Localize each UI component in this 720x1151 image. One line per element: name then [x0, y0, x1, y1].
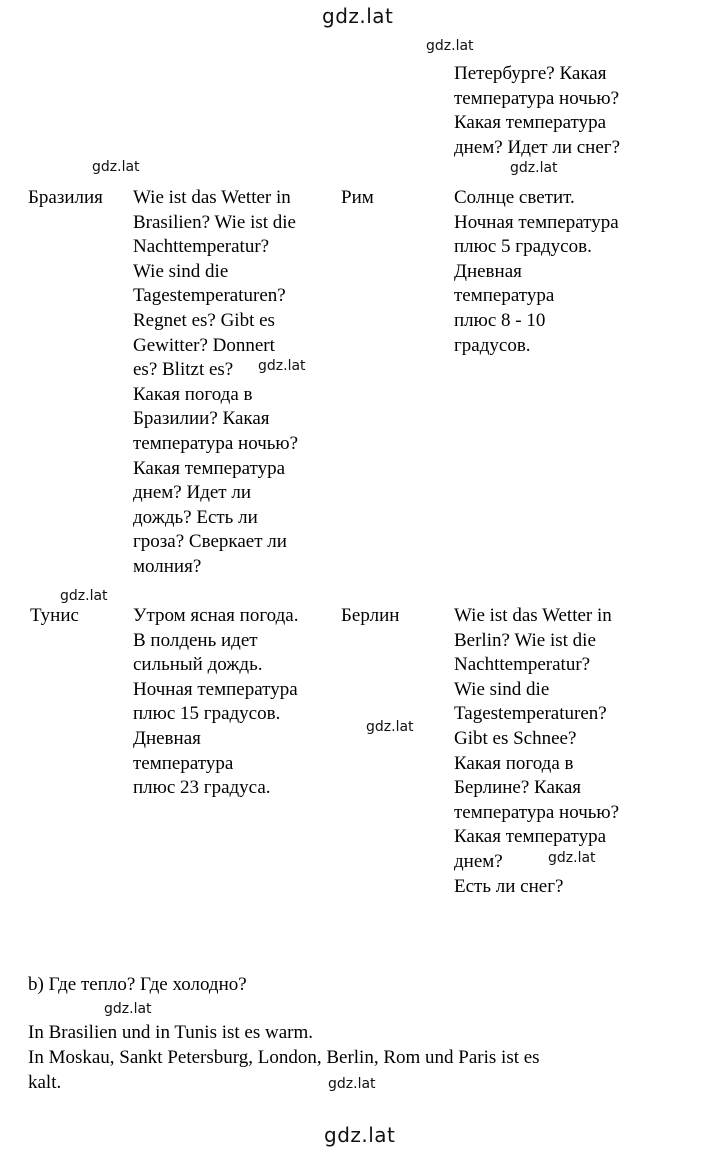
table-text-line: Ночная температура [133, 678, 298, 700]
table-text-line: Какая температура [454, 826, 607, 848]
table-text-line: днем? [454, 850, 503, 872]
table-text-line: Петербурге? Какая [454, 63, 607, 84]
table-text-line: Утром ясная погода. [133, 605, 299, 626]
table-text-line: днем? Идет ли [133, 482, 251, 504]
table-text-line: Ночная температура [454, 211, 619, 233]
watermark-top: gdz.lat [322, 4, 394, 28]
table-text-line: плюс 15 градусов. [133, 703, 281, 725]
table-text-line: плюс 5 градусов. [454, 236, 592, 258]
watermark-bottom: gdz.lat [324, 1123, 396, 1147]
table-text-line: Бразилии? Какая [133, 408, 270, 430]
table-text-line: Nachttemperatur? [133, 236, 270, 258]
berlin-text [454, 604, 619, 899]
table-text-line: плюс 8 - 10 [454, 309, 546, 331]
table-text-line: температура ночью? [454, 801, 620, 823]
city-brazil: Бразилия [28, 187, 103, 208]
city-rome: Рим [341, 187, 374, 208]
tunis-text [133, 604, 298, 801]
table-text-line: Wie sind die [454, 678, 550, 700]
watermark: gdz.lat [258, 358, 306, 374]
table-text-line: днем? Идет ли снег? [454, 136, 621, 158]
table-text-line: Дневная [454, 260, 522, 282]
watermark: gdz.lat [104, 1001, 152, 1017]
watermark: gdz.lat [548, 850, 596, 866]
table-text-line: Солнце светит. [454, 187, 575, 208]
table-text-line: Есть ли снег? [454, 875, 564, 897]
table-text-line: Wie ist das Wetter in [133, 187, 291, 208]
watermark: gdz.lat [60, 588, 108, 604]
table-text-line: дождь? Есть ли [133, 506, 258, 528]
table-text-line: температура ночью? [454, 87, 620, 109]
table-text-line: Nachttemperatur? [454, 654, 591, 676]
top-cell [454, 62, 620, 160]
table-text-line: гроза? Сверкает ли [133, 531, 287, 553]
table-text-line: Дневная [133, 727, 201, 749]
table-text-line: Brasilien? Wie ist die [133, 211, 296, 233]
watermark: gdz.lat [426, 38, 474, 54]
table-text-line: Wie sind die [133, 260, 229, 282]
part-b-question: b) Где тепло? Где холодно? [28, 974, 247, 995]
table-text-line: молния? [133, 555, 202, 577]
table-text-line: Berlin? Wie ist die [454, 629, 596, 651]
table-text-line: температура ночью? [133, 432, 299, 454]
table-text-line: плюс 23 градуса. [133, 777, 271, 799]
table-text-line: В полдень идет [133, 629, 258, 651]
table-text-line: Какая погода в [454, 752, 574, 774]
table-text-line: температура [454, 285, 555, 307]
city-berlin: Берлин [341, 605, 400, 626]
table-text-line: Какая погода в [133, 383, 253, 405]
rome-text [454, 186, 619, 358]
table-text-line: Gibt es Schnee? [454, 727, 577, 749]
watermark: gdz.lat [92, 159, 140, 175]
table-text-line: сильный дождь. [133, 654, 263, 676]
table-text-line: Tagestemperaturen? [133, 285, 286, 307]
table-text-line: Regnet es? Gibt es [133, 309, 275, 331]
table-text-line: Какая температура [133, 457, 286, 479]
table-text-line: Wie ist das Wetter in [454, 605, 612, 626]
table-text-line: температура [133, 752, 234, 774]
watermark: gdz.lat [328, 1076, 376, 1092]
city-tunis: Тунис [30, 605, 79, 626]
table-text-line: Берлине? Какая [454, 777, 581, 799]
part-b-answer-line: In Moskau, Sankt Petersburg, London, Berlin, Rom und Paris ist es [28, 1047, 540, 1068]
table-text-line: Tagestemperaturen? [454, 703, 607, 725]
table-text-line: Какая температура [454, 112, 607, 134]
watermark: gdz.lat [366, 719, 414, 735]
table-text-line: Gewitter? Donnert [133, 334, 275, 356]
brazil-text [133, 186, 298, 580]
watermark: gdz.lat [510, 160, 558, 176]
part-b-answer-line: kalt. [28, 1072, 62, 1093]
table-text-line: es? Blitzt es? [133, 359, 234, 381]
part-b-answer-line: In Brasilien und in Tunis ist es warm. [28, 1022, 314, 1043]
table-text-line: градусов. [454, 334, 531, 356]
